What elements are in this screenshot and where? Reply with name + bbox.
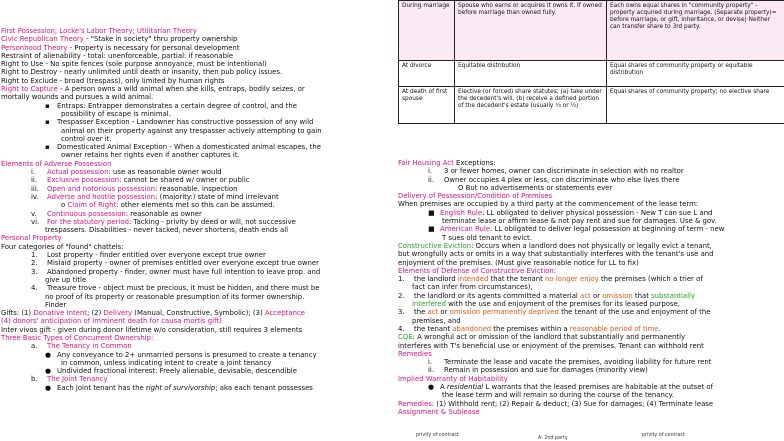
row-label-cell: At divorce <box>399 61 455 87</box>
text-segment: - A person owns a wild animal when she kills, entraps, bodily seizes, or <box>57 85 305 94</box>
text-segment: abandoned <box>452 324 492 333</box>
text-segment: Delivery <box>103 309 133 318</box>
text-segment: : use as reasonable owner would <box>108 168 222 177</box>
text-segment: Right to Capture <box>1 85 58 94</box>
text-line <box>1 243 391 251</box>
text-segment: intended <box>457 275 489 284</box>
text-line <box>398 358 784 366</box>
text-segment: CQE <box>398 333 413 342</box>
text-segment: : (majority:) state of mind irrelevant <box>155 192 279 201</box>
text-segment: Terminate the lease and vacate the premises, avoiding liability for future rent <box>444 358 712 367</box>
text-line <box>1 309 391 317</box>
text-segment: Elements of Adverse Possession <box>1 159 112 168</box>
list-label: a. <box>31 342 38 351</box>
text-line <box>398 275 784 283</box>
text-segment: no proof of its property or reasonable presumption of its former ownership. <box>45 292 305 301</box>
text-line <box>1 234 391 242</box>
text-line <box>398 342 784 350</box>
text-segment: but wrongfully acts or omits in a way that substantially interferes with the tenant's use and <box>398 250 714 259</box>
bottom-diagram-strip <box>416 432 784 441</box>
text-line <box>1 301 391 309</box>
text-segment: Delivery of Possession/Condition of Premises <box>398 192 553 201</box>
text-segment: Civic Republican Theory <box>1 35 84 44</box>
text-line <box>1 375 391 383</box>
list-label: i. <box>428 358 433 367</box>
text-segment: owner retains her rights even if another captures it. <box>61 151 240 160</box>
text-segment: that the tenant <box>488 275 546 284</box>
text-segment: Remain in possession and sue for damages (minority view) <box>444 366 648 375</box>
list-label: i. <box>31 168 36 177</box>
list-label: vi. <box>31 217 40 226</box>
text-segment: O But no advertisements or statements ever <box>458 183 613 192</box>
text-line <box>1 93 391 101</box>
text-line <box>398 209 784 217</box>
text-segment: the premises (which a trier of <box>598 275 703 284</box>
table-cell: Spouse who earns or acquires it owns it. If owned before marriage than owned fully. <box>455 1 607 61</box>
table-cell: Equal shares of community property; no elective share <box>607 87 784 124</box>
text-line <box>398 217 784 225</box>
list-label: ii. <box>31 176 38 185</box>
text-segment: For the statutory period <box>47 217 130 226</box>
table-row <box>399 1 784 61</box>
text-line <box>1 44 391 52</box>
text-line <box>1 259 391 267</box>
text-segment: the tenant of the use and enjoyment of the <box>558 308 711 317</box>
text-segment: A <box>440 383 447 392</box>
text-line <box>1 68 391 76</box>
text-line <box>1 77 391 85</box>
text-segment: English Rule <box>440 208 483 217</box>
marital-property-table <box>398 0 784 124</box>
text-segment: Right to Exclude - broad (trespass), only limited by human rights <box>1 76 225 85</box>
text-segment: American Rule <box>440 225 490 234</box>
text-line <box>1 384 391 392</box>
text-segment: interferes with T's beneficial use or enjoyment of the premises. Tenant can withhold rent <box>398 341 704 350</box>
bullet-icon: ● <box>45 350 52 359</box>
text-segment: Adverse and hostile possession <box>47 192 156 201</box>
text-segment: Right to Destroy - nearly unlimited until death or insanity, then pub policy issues. <box>1 68 283 77</box>
text-line <box>1 367 391 375</box>
text-segment: that <box>632 291 652 300</box>
text-segment: or <box>438 308 450 317</box>
table-cell: Elective (or forced) share statutes; (a) take under the decedent's will, (b) receive a defined portion of the decedent's estate (usually ⅓ or ½) <box>455 87 607 124</box>
bullet-icon: ■ <box>428 208 435 217</box>
bullet-icon: ▪ <box>45 143 50 152</box>
text-segment: Claim of Right <box>67 201 117 210</box>
text-segment: give up title <box>45 275 87 284</box>
text-line <box>398 391 784 399</box>
text-line <box>398 225 784 233</box>
text-line <box>398 350 784 358</box>
text-line <box>398 159 784 167</box>
text-segment: act <box>427 308 439 317</box>
text-segment: : other elements met so this can be assumed. <box>116 201 275 210</box>
list-label: iii. <box>31 184 39 193</box>
list-label: 3. <box>31 267 38 276</box>
text-segment: with the use and enjoyment of the premises for its leased purpose, <box>446 300 680 309</box>
text-line <box>1 351 391 359</box>
text-line <box>1 185 391 193</box>
text-segment: control over it. <box>61 134 112 143</box>
text-segment: Finder <box>45 300 67 309</box>
text-line <box>1 118 391 126</box>
text-segment: Undivided fractional interest: Freely alienable, devisable, descendible <box>57 367 297 376</box>
text-segment: in common, unless indicating intent to create a joint tenancy <box>61 358 272 367</box>
list-label: 2. <box>31 259 38 268</box>
list-label: v. <box>31 209 37 218</box>
text-segment: act <box>580 291 591 300</box>
text-segment: Donative Intent <box>33 309 87 318</box>
text-segment: Assignment & Sublease <box>398 407 480 416</box>
text-segment: the tenant <box>414 324 453 333</box>
text-line <box>1 151 391 159</box>
text-segment: Restraint of alienability - total: unenforceable, partial: if reasonable <box>1 51 234 60</box>
table-cell: Equitable distribution <box>455 61 607 87</box>
text-segment: Three Basic Types of Concurrent Ownership: <box>1 333 154 342</box>
text-line <box>398 234 784 242</box>
text-line <box>1 342 391 350</box>
text-segment: - "Stake in society" thru property ownership <box>83 35 238 44</box>
text-segment: residential <box>446 383 484 392</box>
text-segment: no longer enjoy <box>545 275 599 284</box>
text-segment: Four categories of "found" chattels: <box>1 242 124 251</box>
text-segment: : LL obligated to deliver physical possession - New T can sue L and <box>482 208 713 217</box>
text-line <box>398 250 784 258</box>
right-column <box>398 0 784 441</box>
text-segment: The Tenancy in Common <box>47 342 132 351</box>
text-segment: Exclusive possession <box>47 176 120 185</box>
text-line <box>398 317 784 325</box>
text-line <box>398 366 784 374</box>
text-line <box>1 268 391 276</box>
text-line <box>398 242 784 250</box>
row-label-cell: At death of first spouse <box>399 87 455 124</box>
text-segment: : cannot be shared w/ owner or public <box>119 176 250 185</box>
text-segment: Exceptions: <box>453 159 496 167</box>
table-cell: Equal shares of community property or equitable distribution <box>607 61 784 87</box>
text-segment: : reasonable as owner <box>125 209 202 218</box>
text-segment: Elements of Defense of Constructive Eviction: <box>398 266 557 275</box>
text-segment: . <box>658 324 661 333</box>
text-segment: 3 or fewer homes, owner can discriminate in selection with no realtor <box>444 167 684 176</box>
list-label: ii. <box>428 175 435 184</box>
text-line <box>1 85 391 93</box>
text-segment: First Possession; Locke's Labor Theory; Utilitarian Theory <box>1 27 197 35</box>
bullet-icon: ● <box>45 383 52 392</box>
text-segment: Lost property - finder entitled over everyone except true owner <box>47 251 266 260</box>
text-line <box>398 325 784 333</box>
text-segment: animal on their property against any trespasser actively attempting to gain <box>61 126 322 135</box>
bullet-icon: ▪ <box>45 101 50 110</box>
text-segment: Right to Use - No spite fences (sole purpose annoyance, must be intentional) <box>1 60 267 69</box>
list-label: 2. <box>398 291 405 300</box>
text-line <box>1 293 391 301</box>
text-segment: : A wrongful act or omission of the landlord that substantially and permanently <box>412 333 686 342</box>
text-segment: Abandoned property - finder, owner must have full intention to leave prop. and <box>47 267 321 276</box>
text-segment: Gifts: (1) <box>1 309 34 318</box>
text-segment: Owner occupies 4 plex or less, can discriminate who else lives there <box>444 175 680 184</box>
bullet-icon: ● <box>428 383 435 392</box>
text-segment: Fair Housing Act <box>398 159 454 167</box>
text-line <box>1 135 391 143</box>
list-label: 1. <box>31 251 38 260</box>
text-segment: mortally wounds and pursues a wild animal. <box>1 93 154 102</box>
text-segment: Implied Warranty of Habitability <box>398 374 508 383</box>
text-segment: Treasure trove - object must be precious, it must be hidden, and there must be <box>47 284 320 293</box>
text-segment: (4) donors' anticipation of imminent death for causa mortis gift) <box>1 317 222 326</box>
text-line <box>1 276 391 284</box>
text-segment: substantially <box>651 291 696 300</box>
text-line <box>398 308 784 316</box>
text-line <box>1 251 391 259</box>
text-segment: omission <box>602 291 633 300</box>
list-label: iv. <box>31 192 39 201</box>
table-row <box>399 87 784 124</box>
text-segment: interfered <box>412 300 447 309</box>
table-cell: Each owns equal shares in "community property" - property acquired during marriage. (Separate property)= before marriage, or gift, inheritance, or devise) Neither can transfer share to 3rd party. <box>607 1 784 61</box>
text-line <box>398 283 784 291</box>
text-line <box>1 102 391 110</box>
list-label: ii. <box>428 366 435 375</box>
text-line <box>1 127 391 135</box>
text-segment: omission permanently deprived <box>449 308 559 317</box>
row-label-cell: During marriage <box>399 1 455 61</box>
text-line <box>398 383 784 391</box>
text-segment: - Property is necessary for personal development <box>67 43 240 52</box>
text-line <box>1 168 391 176</box>
text-segment: Personhood Theory <box>1 43 68 52</box>
text-segment: Acceptance <box>264 309 305 318</box>
text-line <box>1 201 391 209</box>
text-line <box>1 160 391 168</box>
text-segment: right of survivorship <box>145 383 216 392</box>
text-segment: Any conveyance to 2+ unmarried persons is presumed to create a tenancy <box>57 350 317 359</box>
list-label: b. <box>31 375 38 384</box>
text-line <box>1 176 391 184</box>
text-segment: Personal Property <box>1 234 62 243</box>
text-segment: trespassers. Disabilities - never tacked, never shortens, death ends all <box>45 226 289 235</box>
text-line <box>1 193 391 201</box>
text-line <box>398 192 784 200</box>
text-segment: o <box>61 201 68 210</box>
text-line <box>1 317 391 325</box>
text-line <box>398 375 784 383</box>
text-segment: L warrants that the leased premises are habitable at the outset of <box>483 383 714 392</box>
table-row <box>399 61 784 87</box>
strip-label-3: privity of contract <box>642 433 685 438</box>
text-line <box>1 143 391 151</box>
text-segment: ; aka each tenant possesses <box>215 383 313 392</box>
text-segment: : LL obligated to deliver legal possession at beginning of term - new <box>489 225 725 234</box>
text-segment: Entraps: Entrapper demonstrates a certain degree of control, and the <box>57 101 297 110</box>
text-line <box>1 226 391 234</box>
text-line <box>1 60 391 68</box>
text-line <box>1 27 391 35</box>
text-segment: The Joint Tenancy <box>47 375 108 384</box>
bullet-icon: ■ <box>428 225 435 234</box>
text-segment: : Occurs when a landlord does not physically or legally evict a tenant, <box>471 241 712 250</box>
list-label: 1. <box>398 275 405 284</box>
text-segment: Domesticated Animal Exception - When a domesticated animal escapes, the <box>57 143 321 152</box>
text-segment: possibility of escape is minimal. <box>61 109 171 118</box>
text-segment: reasonable period of time <box>569 324 659 333</box>
text-segment: premises, and <box>412 316 461 325</box>
text-segment: terminate lease or affirm lease & not pay rent and sue for damages. Use & gov. <box>442 217 717 226</box>
text-segment: the landlord or its agents committed a material <box>414 291 581 300</box>
text-segment: T sues old tenant to evict. <box>442 233 532 242</box>
strip-label-2: A: 2nd party <box>538 436 568 441</box>
text-line <box>398 408 784 416</box>
text-segment: When premises are occupied by a third party at the commencement of the lease term: <box>398 200 699 209</box>
text-segment: Continuous possession <box>47 209 126 218</box>
list-label: 3. <box>398 308 405 317</box>
text-segment: (Manual, Constructive, Symbolic); (3) <box>132 309 265 318</box>
text-segment: enjoyment of the premises. (Must give reasonable notice for LL to fix) <box>398 258 639 267</box>
bullet-icon: ▪ <box>45 118 50 127</box>
text-line <box>1 52 391 60</box>
text-line <box>1 326 391 334</box>
text-line <box>1 210 391 218</box>
text-line <box>1 218 391 226</box>
text-segment: fact can infer from circumstances), <box>412 283 533 292</box>
text-line <box>398 400 784 408</box>
text-segment: the <box>414 308 428 317</box>
text-segment: Mislaid property - owner of premises entitled over everyone except true owner <box>47 259 319 268</box>
text-line <box>1 359 391 367</box>
strip-label-1: privity of contract <box>416 433 459 438</box>
list-label: i. <box>428 167 433 176</box>
text-line <box>1 110 391 118</box>
text-line <box>1 334 391 342</box>
text-segment: the premises within a <box>491 324 570 333</box>
text-line <box>398 292 784 300</box>
text-segment: : Tacking - privity by deed or will, not successive <box>129 217 296 226</box>
text-line <box>1 284 391 292</box>
text-segment: : reasonable. inspection <box>155 184 238 193</box>
text-line <box>398 267 784 275</box>
list-label: 4. <box>398 324 405 333</box>
text-segment: Remedies <box>398 349 432 358</box>
text-segment: Trespasser Exception - Landowner has constructive possession of any wild <box>57 118 314 127</box>
text-segment: Inter vivos gift - given during donor lifetime w/o consideration, still requires 3 elements <box>1 325 303 334</box>
text-segment: or <box>590 291 603 300</box>
text-segment: : (1) Withhold rent; (2) Repair & deduct; (3) Sue for damages; (4) Terminate lease <box>431 399 714 408</box>
text-segment: Open and notorious possession <box>47 184 156 193</box>
text-segment: Actual possession <box>47 168 109 177</box>
text-segment: the landlord <box>414 275 458 284</box>
text-line <box>398 176 784 184</box>
text-segment: ; (2) <box>86 309 104 318</box>
right-text-block <box>398 159 784 416</box>
text-line <box>1 35 391 43</box>
text-segment: Constructive Eviction <box>398 241 472 250</box>
text-segment: Each joint tenant has the <box>57 383 146 392</box>
text-line <box>398 200 784 208</box>
bullet-icon: ● <box>45 367 52 376</box>
text-segment: the lease term and will remain so during the course of the tenancy. <box>442 391 674 400</box>
text-line <box>398 167 784 175</box>
text-line <box>398 333 784 341</box>
text-segment: Remedies <box>398 399 432 408</box>
text-line <box>398 184 784 192</box>
list-label: 4. <box>31 284 38 293</box>
text-line <box>398 259 784 267</box>
text-line <box>398 300 784 308</box>
